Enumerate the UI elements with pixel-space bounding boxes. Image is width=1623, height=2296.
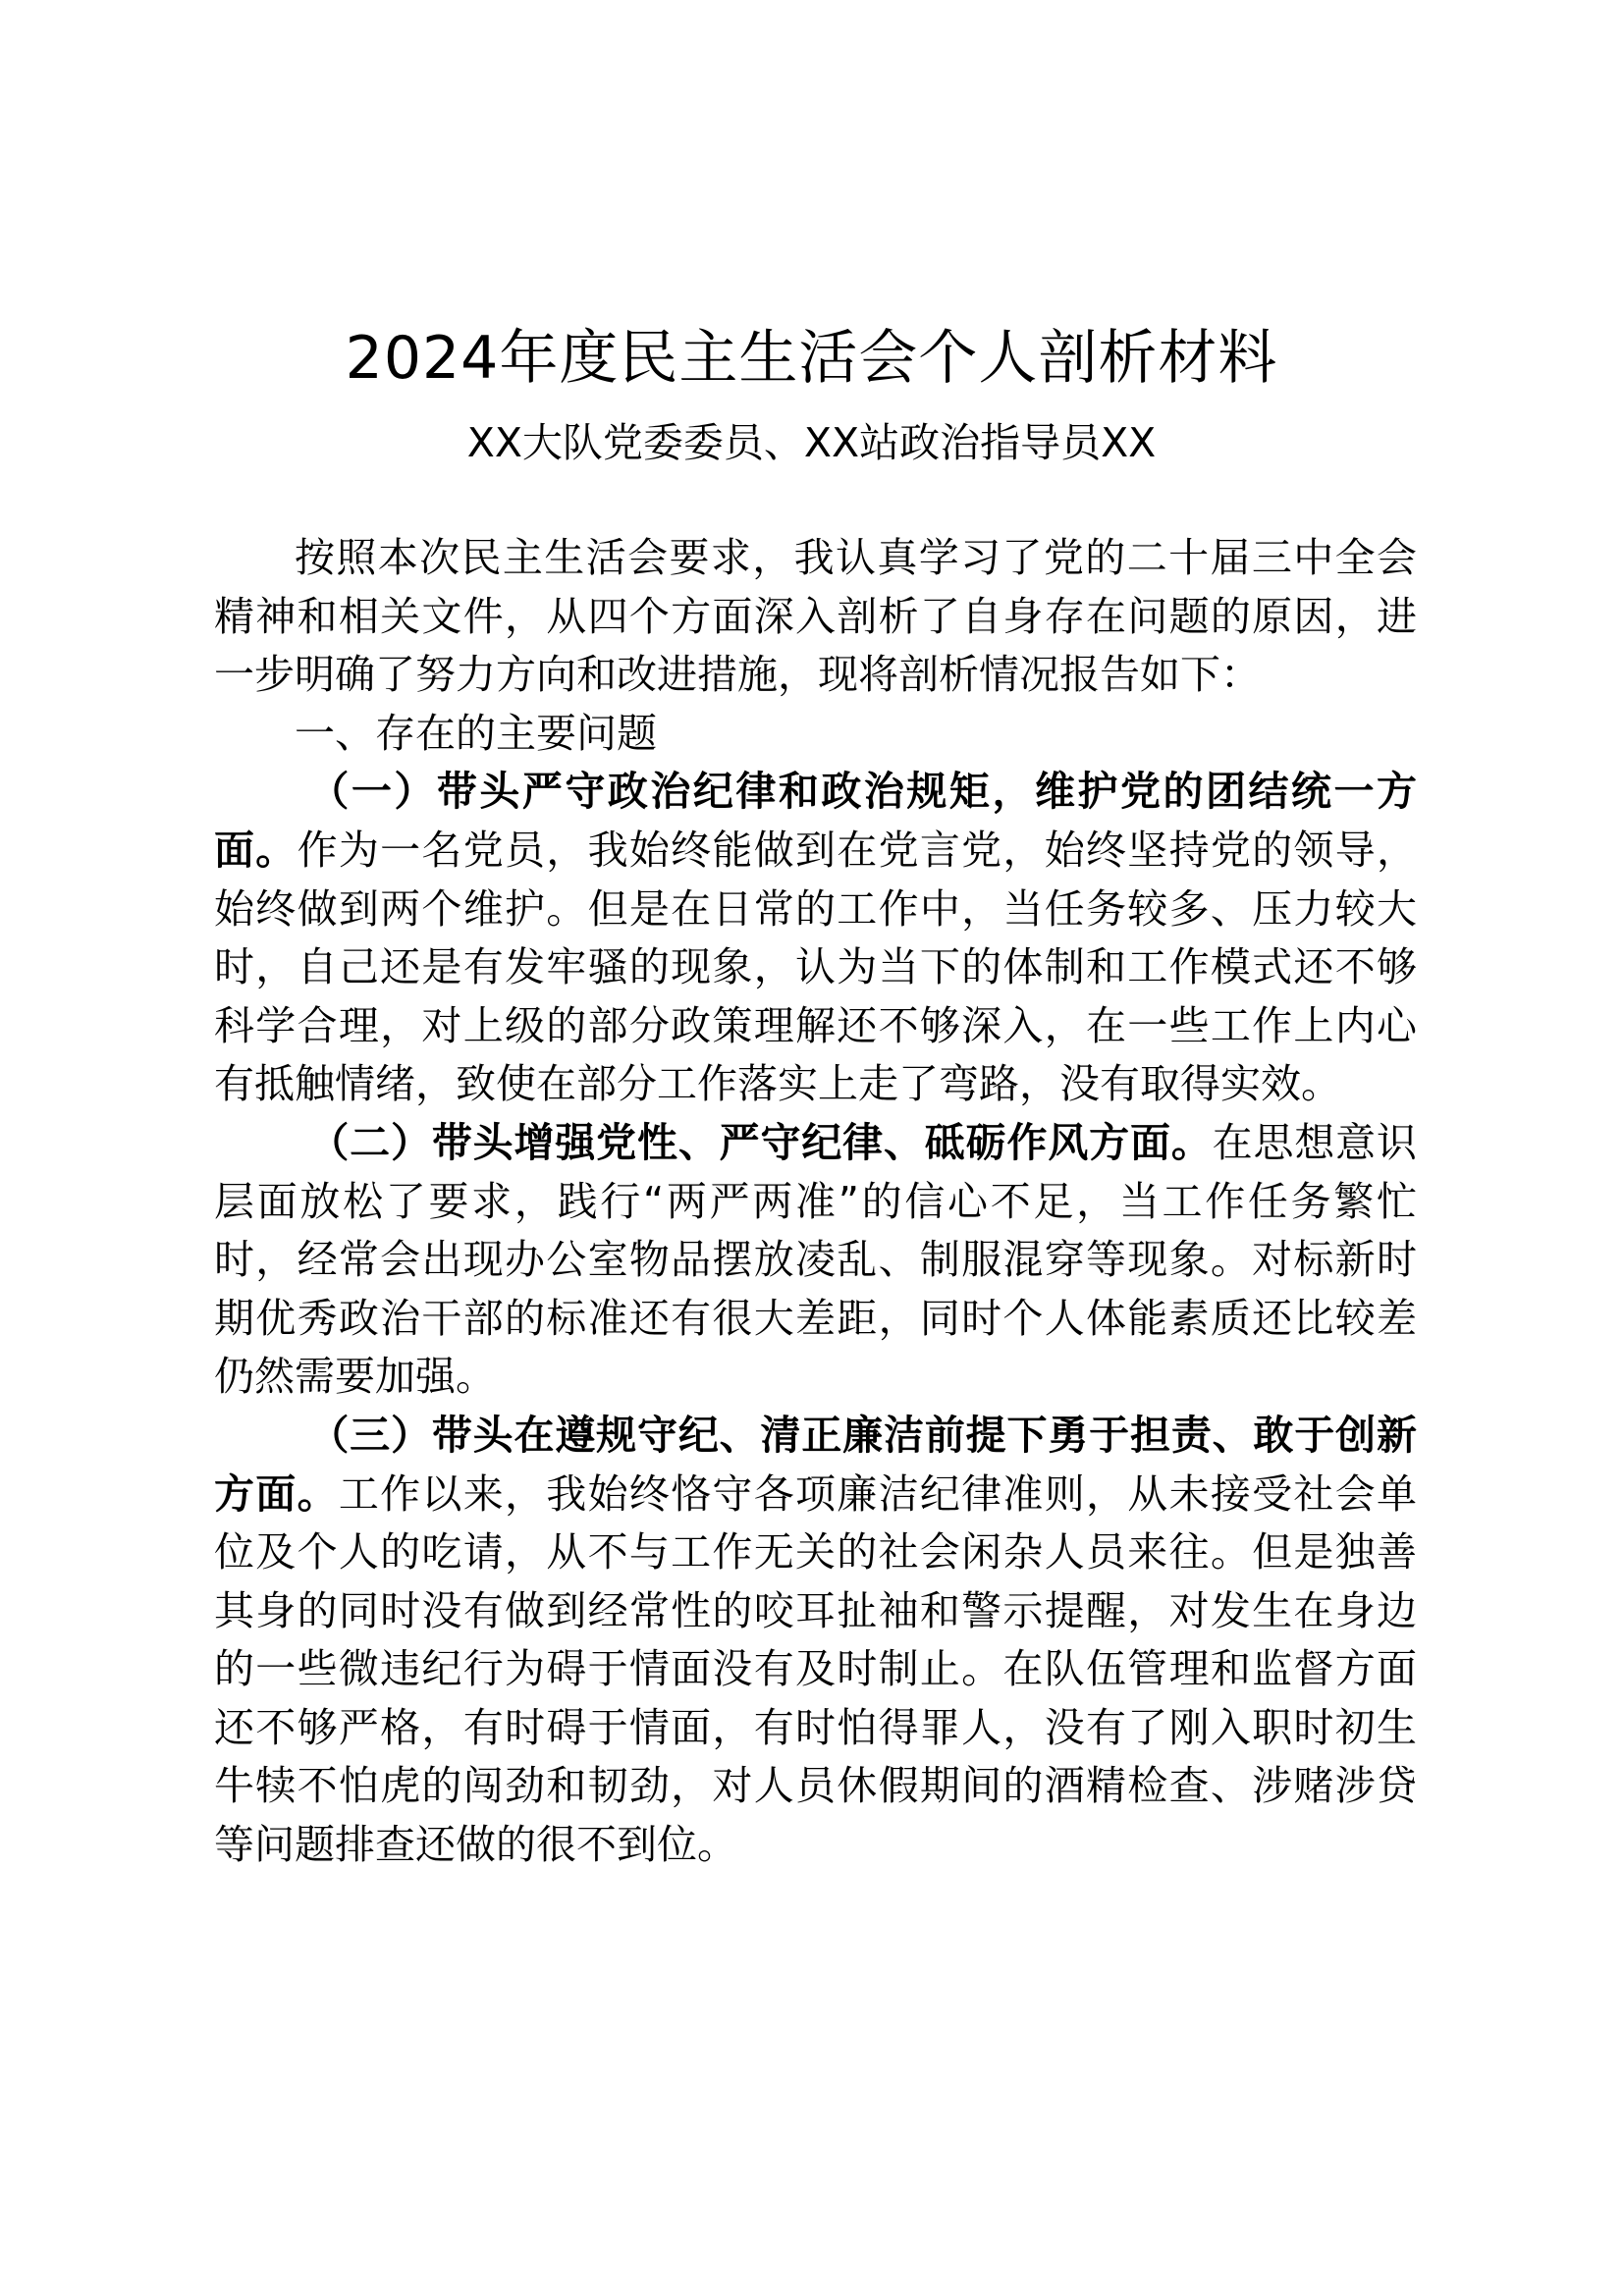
document-body — [214, 529, 1417, 1875]
issue-paragraph-2 — [214, 1114, 1417, 1407]
intro-paragraph: 按照本次民主生活会要求，我认真学习了党的二十届三中全会精神和相关文件，从四个方面深入剖析了自身存在问题的原因，进一步明确了努力方向和改进措施，现将剖析情况报告如下： — [214, 534, 1417, 699]
issue-paragraph-3 — [214, 1407, 1417, 1875]
document-subtitle: XX大队党委委员、XX站政治指导员XX — [466, 419, 1157, 466]
issue-text-3: 工作以来，我始终恪守各项廉洁纪律准则，从未接受社会单位及个人的吃请，从不与工作无关的社会闲杂人员来往。但是独善其身的同时没有做到经常性的咬耳扯袖和警示提醒，对发生在身边的一些微违纪行为碍于情面没有及时制止。在队伍管理和监督方面还不够严格，有时碍于情面，有时怕得罪人，没有了刚入职时初生牛犊不怕虎的闯劲和韧劲，对人员休假期间的酒精检查、涉赌涉贷等问题排查还做的很不到位。 — [214, 1469, 1417, 1869]
document-title: 2024年度民主生活会个人剖析材料 — [345, 324, 1278, 393]
issue-paragraph-1 — [214, 763, 1417, 1114]
section-heading: 一、存在的主要问题 — [295, 709, 657, 757]
issue-text-2: 在思想意识层面放松了要求，践行“两严两准”的信心不足，当工作任务繁忙时，经常会出现办公室物品摆放凌乱、制服混穿等现象。对标新时期优秀政治干部的标准还有很大差距，同时个人体能素质还比较差仍然需要加强。 — [214, 1118, 1418, 1401]
issue-text-1: 作为一名党员，我始终能做到在党言党，始终坚持党的领导，始终做到两个维护。但是在日常的工作中，当任务较多、压力较大时，自己还是有发牢骚的现象，认为当下的体制和工作模式还不够科学合理，对上级的部分政策理解还不够深入，在一些工作上内心有抵触情绪，致使在部分工作落实上走了弯路，没有取得实效。 — [214, 826, 1418, 1108]
issue-heading-1: （一）带头严守政治纪律和政治规矩，维护党的团结统一方面。 — [214, 768, 1417, 874]
issue-heading-3: （三）带头在遵规守纪、清正廉洁前提下勇于担责、敢于创新方面。 — [214, 1411, 1417, 1518]
issue-heading-2: （二）带头增强党性、严守纪律、砥砺作风方面。 — [308, 1118, 1213, 1166]
